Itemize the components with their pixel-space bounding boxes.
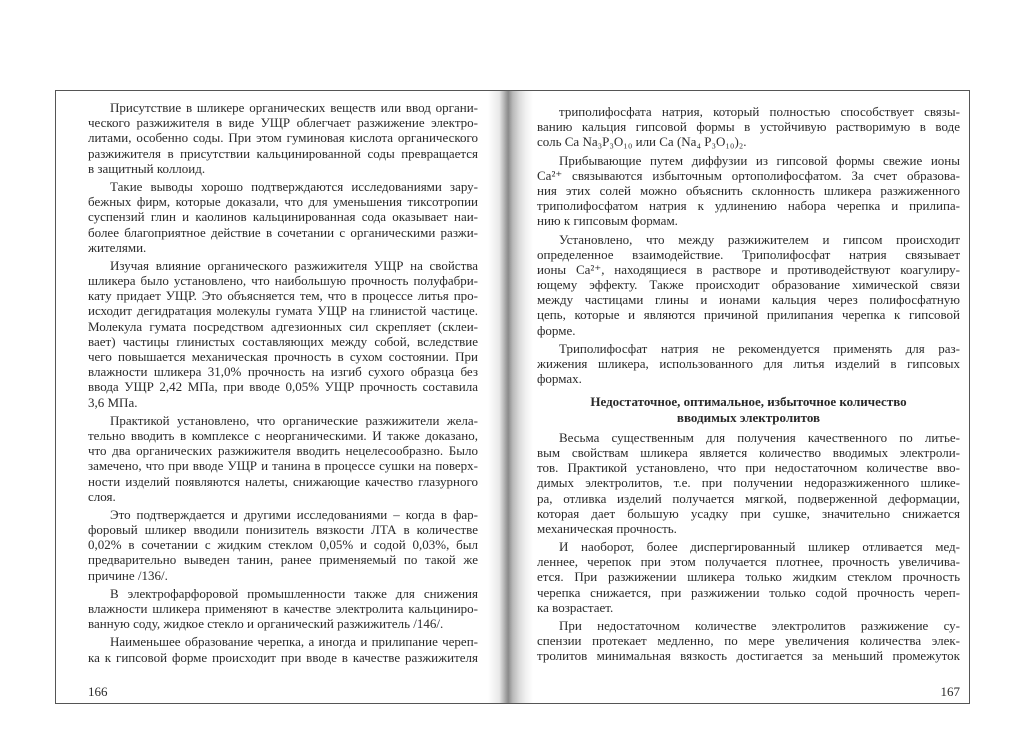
text-line: между частицами глины и ионами кальция через полифосфатную [537, 292, 960, 308]
book-spine-shadow [488, 91, 533, 703]
paragraph [537, 104, 960, 150]
text-line: 3,6 МПа. [88, 394, 138, 410]
text-line: вает) частицы глинистых составляющих между собой, вследствие [88, 333, 478, 349]
text-line: литами, особенно соды. При этом гуминовая кислота органического [88, 130, 478, 146]
paragraph [88, 586, 478, 632]
text-line: Ca²⁺ связываются избыточным ортополифосфатом. За счет образова- [537, 167, 960, 183]
text-line: суспензий глин и каолинов кальцинированная сода оказывает наи- [88, 209, 478, 225]
text-line: предварительно выведен танин, ранее применяемый по такой же [88, 552, 478, 568]
text-line: черепка снижается, при разжижении только содой прочность череп- [537, 584, 960, 600]
text-line: Триполифосфат натрия не рекомендуется применять для раз- [559, 340, 960, 356]
text-line: ющему эффекту. Также происходит образование химической связи [537, 277, 960, 293]
text-line: Весьма существенным для получения качественного по литье- [559, 429, 960, 445]
text-line: чего повышается механическая прочность в сухом состоянии. При [88, 349, 478, 364]
text-line: влажности шликера применяют в качестве электролита кальциниро- [88, 601, 478, 616]
text-line: разжижителя в присутствии кальцинированной соды превращается [88, 145, 478, 161]
text-line: шликера было установлено, что наибольшую прочность полуфабри- [88, 273, 478, 289]
paragraph [88, 179, 478, 255]
text-line: ра, отливка изделий получается мягкой, подверженной деформации, [537, 490, 960, 506]
text-line: соль Ca Na₃P₃O₁₀ или Ca (Na₄ P₃O₁₀)₂. [537, 134, 747, 150]
text-line: В электрофарфоровой промышленности также для снижения [110, 585, 478, 601]
text-line: кату придает УЩР. Это объясняется тем, что в процессе литья про- [88, 288, 478, 304]
paragraph [537, 539, 960, 615]
text-line: димых электролитов, т.е. при получении недоразжиженного шлике- [537, 475, 960, 491]
text-line: тов. Практикой установлено, что при недостаточном количестве вво- [537, 460, 960, 476]
text-line: ка к гипсовой форме происходит при вводе в качестве разжижителя [88, 649, 478, 665]
text-line: Практикой установлено, что органические разжижители жела- [110, 412, 478, 428]
paragraph [88, 507, 478, 583]
text-line: ванную соду, жидкое стекло и органический разжижитель /146/. [88, 616, 444, 632]
text-line: форовый шликер вводили понизитель вязкости ЛТА в количестве [88, 522, 478, 538]
text-line: Это подтверждается и другими исследованиями – когда в фар- [110, 506, 478, 522]
text-line: ческого разжижителя в виде УЩР облегчает разжижение электро- [88, 115, 478, 131]
paragraph [537, 153, 960, 229]
right-page-text [537, 104, 960, 664]
text-line: ионы Ca²⁺, находящиеся в растворе и противодействуют коагулиру- [537, 261, 960, 277]
text-line: триполифосфата натрия, который полностью способствует связы- [559, 104, 960, 119]
text-line: жижения шликера, использованного для литья изделий в гипсовых [537, 356, 960, 371]
text-line: определенное взаимодействие. Триполифосфат натрия связывает [537, 246, 960, 262]
paragraph [537, 232, 960, 338]
text-line: И наоборот, более диспергированный шликер отливается мед- [559, 539, 960, 555]
text-line: ка возрастает. [537, 599, 614, 615]
text-line: нию к гипсовым формам. [537, 213, 678, 229]
text-line: ется. При разжижении шликера только жидким стеклом прочность [537, 569, 960, 585]
text-line: Молекула гумата посредством адгезионных сил скрепляет (склеи- [88, 318, 478, 334]
text-line: слоя. [88, 488, 116, 504]
text-line: леннее, черепок при этом получается плотнее, прочность увеличива- [537, 554, 960, 570]
text-line: ния этих солей можно объяснить склонность шликера разжиженного [537, 182, 960, 198]
section-heading [537, 394, 960, 424]
text-line: тролитов минимальная вязкость достигается за меньший промежуток [537, 648, 960, 664]
text-line: которая дает большую усадку при сушке, значительно снижается [537, 505, 960, 521]
text-line: механическая прочность. [537, 520, 677, 536]
left-page-number: 166 [88, 684, 108, 699]
text-line: Изучая влияние органического разжижителя УЩР на свойства [110, 257, 478, 273]
heading-line: вводимых электролитов [676, 409, 821, 425]
paragraph [88, 100, 478, 176]
text-line: что два органических разжижителя вводить нецелесообразно. Было [88, 443, 478, 459]
heading-line: Недостаточное, оптимальное, избыточное количество [590, 394, 907, 410]
paragraph [88, 258, 478, 410]
text-line: цепь, которые и являются причиной прилипания черепка к гипсовой [537, 307, 960, 323]
text-line: Наименьшее образование черепка, а иногда и прилипание череп- [110, 634, 478, 650]
text-line: 0,02% в сочетании с жидким стеклом 0,05% и содой 0,03%, был [88, 537, 478, 553]
paragraph [537, 618, 960, 664]
text-line: При недостаточном количестве электролитов разжижение су- [559, 618, 960, 633]
text-line: влажности шликера 31,0% прочность на изгиб сухого образца без [88, 364, 478, 380]
left-page-text [88, 100, 478, 665]
paragraph [88, 413, 478, 504]
paragraph [537, 341, 960, 387]
right-page-number: 167 [940, 684, 960, 699]
text-line: причине /136/. [88, 567, 168, 583]
text-line: тельно вводить в комплексе с неорганическими. И также доказано, [88, 427, 478, 443]
text-line: в защитный коллоид. [88, 160, 206, 176]
text-line: замечено, что при вводе УЩР и танина в процессе сушки на поверх- [88, 458, 478, 474]
text-line: исходит дегидратация молекулы гумата УЩР на глинистой частице. [88, 303, 478, 319]
text-line: более благоприятное действие в сочетании с органическими разжи- [88, 224, 478, 240]
text-line: вым свойствам шликера является количество вводимых электроли- [537, 444, 960, 460]
text-line: триполифосфатом натрия к удлинению набора черепка и прилипа- [537, 198, 960, 214]
text-line: бежных фирм, которые доказали, что для уменьшения тиксотропии [88, 194, 478, 210]
text-line: ванию кальция гипсовой формы в устойчивую растворимую в воде [537, 119, 960, 135]
text-line: ввода УЩР 2,42 МПа, при вводе 0,05% УЩР прочность составила [88, 379, 478, 395]
text-line: Такие выводы хорошо подтверждаются исследованиями зару- [110, 178, 478, 194]
text-line: ности изделий появляются налеты, снижающие качество глазурного [88, 473, 478, 489]
text-line: Прибывающие путем диффузии из гипсовой формы свежие ионы [559, 152, 960, 168]
text-line: форме. [537, 322, 576, 338]
text-line: жителями. [88, 239, 147, 255]
paragraph [88, 634, 478, 664]
paragraph [537, 430, 960, 536]
text-line: Присутствие в шликере органических веществ или ввод органи- [110, 100, 478, 115]
text-line: спензии протекает медленно, по мере увеличения количества элек- [537, 633, 960, 649]
text-line: формах. [537, 371, 582, 387]
text-line: Установлено, что между разжижителем и гипсом происходит [559, 231, 960, 247]
